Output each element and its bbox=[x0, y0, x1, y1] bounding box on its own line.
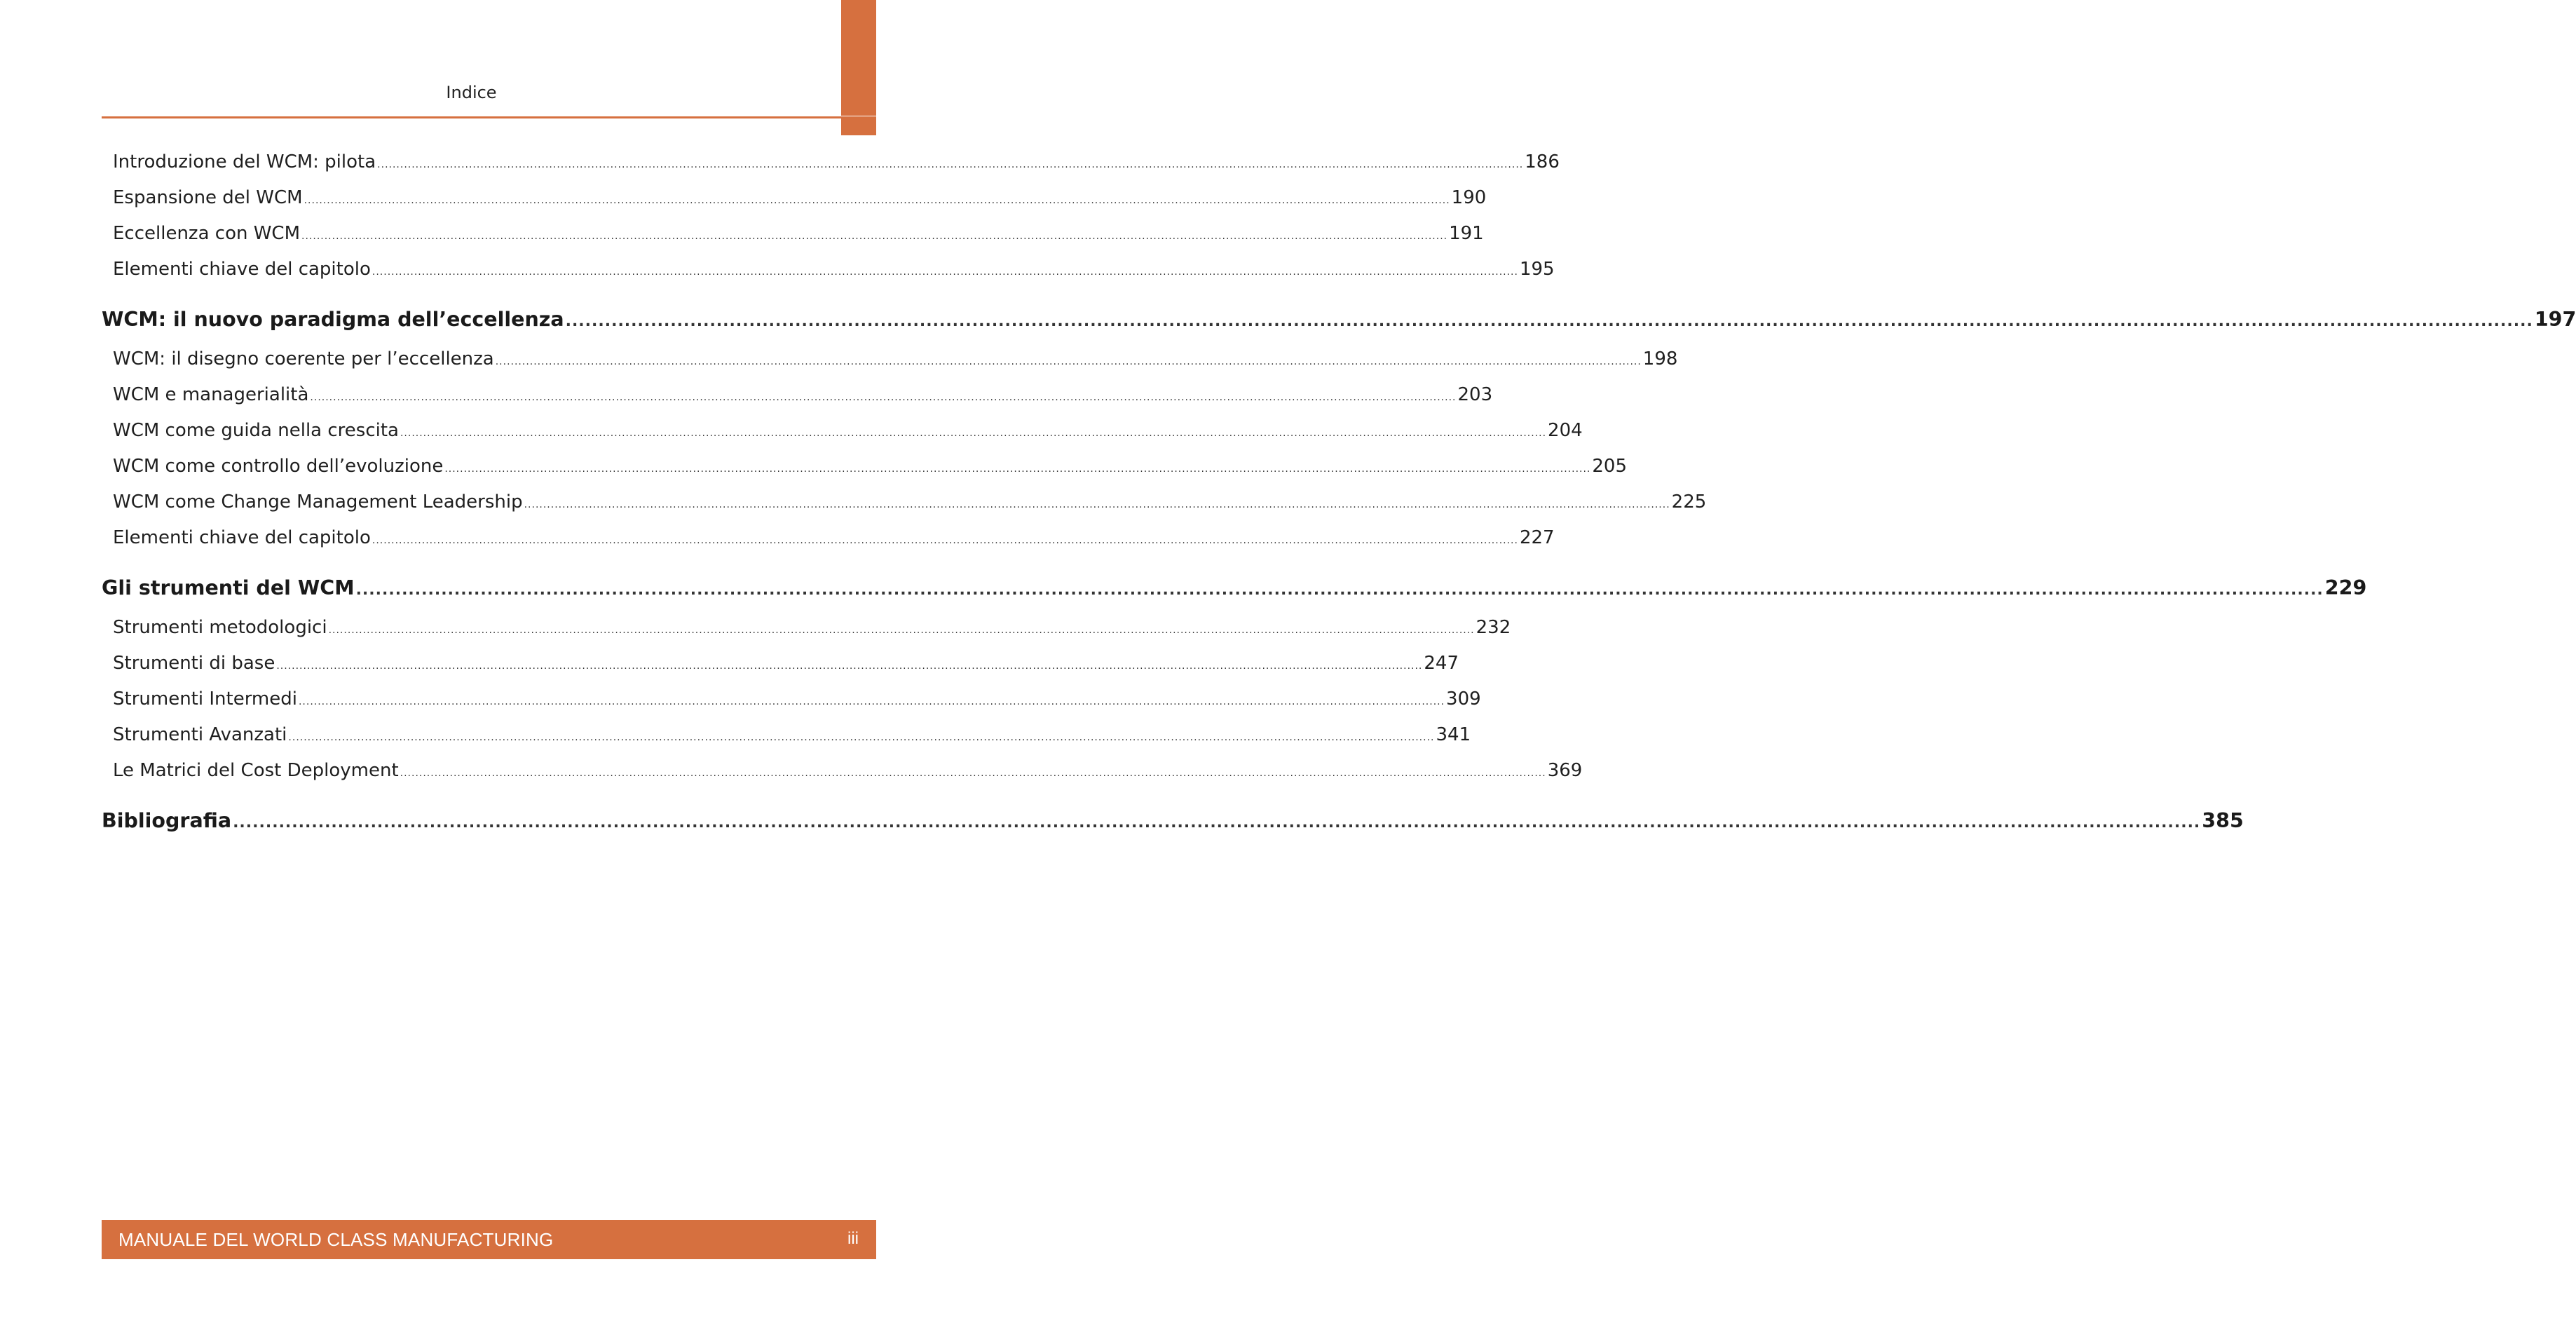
toc-entry-page: 195 bbox=[1519, 259, 1555, 280]
dot-leader: ............................................................................................................................................................................................................................................................................................................ bbox=[328, 625, 1475, 636]
toc-entry-page: 191 bbox=[1449, 223, 1484, 244]
toc-entry-title: Introduzione del WCM: pilota bbox=[113, 151, 376, 172]
toc-entry[interactable] bbox=[102, 522, 1555, 557]
dot-leader: ............................................................................................................................................................................................................................................................................................................ bbox=[377, 159, 1524, 170]
toc-chapter-title: Gli strumenti del WCM bbox=[102, 576, 355, 599]
table-of-contents bbox=[102, 146, 2576, 844]
header-rule bbox=[102, 116, 876, 118]
toc-entry-page: 204 bbox=[1548, 420, 1583, 441]
page-number: iii bbox=[847, 1229, 859, 1248]
toc-entry-page: 205 bbox=[1592, 456, 1628, 477]
toc-entry-title: Elementi chiave del capitolo bbox=[113, 527, 371, 548]
dot-leader: ............................................................................................................................................................................................................................................................................................................ bbox=[304, 195, 1450, 206]
dot-leader: ............................................................................................................................................................................................................................................................................................................ bbox=[288, 732, 1435, 743]
toc-entry-title: Strumenti di base bbox=[113, 653, 275, 674]
dot-leader: ............................................................................................................................................................................................................................................................................................................ bbox=[524, 499, 1670, 510]
toc-chapter-entry[interactable] bbox=[102, 571, 2367, 607]
toc-entry[interactable] bbox=[102, 146, 1560, 182]
toc-entry-page: 369 bbox=[1547, 760, 1583, 781]
page-title: Indice bbox=[446, 83, 497, 102]
toc-entry-page: 203 bbox=[1457, 384, 1493, 405]
toc-chapter-page: 197 bbox=[2534, 308, 2576, 331]
toc-chapter-entry[interactable] bbox=[102, 303, 2576, 339]
toc-entry-page: 198 bbox=[1642, 348, 1678, 369]
toc-entry[interactable] bbox=[102, 182, 1487, 217]
toc-entry[interactable] bbox=[102, 486, 1707, 522]
toc-entry-title: Elementi chiave del capitolo bbox=[113, 259, 371, 280]
toc-chapter-page: 229 bbox=[2324, 576, 2367, 599]
toc-entry[interactable] bbox=[102, 719, 1471, 754]
toc-entry-page: 186 bbox=[1525, 151, 1560, 172]
toc-entry-page: 341 bbox=[1436, 724, 1471, 745]
toc-entry[interactable] bbox=[102, 754, 1583, 790]
toc-chapter-page: 385 bbox=[2202, 809, 2244, 832]
toc-entry-page: 309 bbox=[1446, 688, 1481, 710]
dot-leader: ............................................................................................................................................................................................................................................................................................................ bbox=[400, 768, 1546, 779]
footer-bar bbox=[102, 1220, 876, 1259]
toc-entry-page: 225 bbox=[1671, 491, 1707, 513]
toc-entry-title: WCM come guida nella crescita bbox=[113, 420, 399, 441]
toc-entry-page: 227 bbox=[1519, 527, 1555, 548]
dot-leader: ............................................................................................................................................................................................................................................................................................................ bbox=[355, 581, 2324, 599]
toc-entry-title: WCM e managerialità bbox=[113, 384, 309, 405]
toc-entry[interactable] bbox=[102, 414, 1583, 450]
toc-chapter-title: Bibliografia bbox=[102, 809, 232, 832]
dot-leader: ............................................................................................................................................................................................................................................................................................................ bbox=[372, 266, 1518, 278]
toc-entry-title: Strumenti metodologici bbox=[113, 617, 327, 638]
toc-entry-title: WCM: il disegno coerente per l’eccellenza bbox=[113, 348, 494, 369]
toc-entry-title: WCM come Change Management Leadership bbox=[113, 491, 523, 513]
toc-entry-title: Strumenti Intermedi bbox=[113, 688, 297, 710]
toc-entry[interactable] bbox=[102, 611, 1511, 647]
dot-leader: ............................................................................................................................................................................................................................................................................................................ bbox=[372, 535, 1518, 546]
toc-chapter-title: WCM: il nuovo paradigma dell’eccellenza bbox=[102, 308, 564, 331]
toc-chapter-entry[interactable] bbox=[102, 804, 2244, 840]
toc-entry-page: 247 bbox=[1424, 653, 1459, 674]
dot-leader: ............................................................................................................................................................................................................................................................................................................ bbox=[301, 231, 1448, 242]
dot-leader: ............................................................................................................................................................................................................................................................................................................ bbox=[233, 814, 2201, 832]
dot-leader: ............................................................................................................................................................................................................................................................................................................ bbox=[276, 660, 1423, 672]
toc-entry-title: Le Matrici del Cost Deployment bbox=[113, 760, 399, 781]
dot-leader: ............................................................................................................................................................................................................................................................................................................ bbox=[495, 356, 1642, 367]
toc-entry-title: Espansione del WCM bbox=[113, 187, 303, 208]
toc-entry[interactable] bbox=[102, 343, 1678, 379]
toc-entry-title: Eccellenza con WCM bbox=[113, 223, 301, 244]
dot-leader: ............................................................................................................................................................................................................................................................................................................ bbox=[444, 463, 1591, 475]
toc-entry-title: WCM come controllo dell’evoluzione bbox=[113, 456, 444, 477]
toc-entry-title: Strumenti Avanzati bbox=[113, 724, 287, 745]
toc-entry[interactable] bbox=[102, 683, 1481, 719]
book-title: MANUALE DEL WORLD CLASS MANUFACTURING bbox=[118, 1229, 554, 1250]
toc-entry-page: 232 bbox=[1476, 617, 1511, 638]
toc-entry[interactable] bbox=[102, 450, 1628, 486]
dot-leader: ............................................................................................................................................................................................................................................................................................................ bbox=[565, 313, 2533, 330]
toc-entry[interactable] bbox=[102, 253, 1555, 289]
toc-entry[interactable] bbox=[102, 379, 1493, 414]
toc-entry[interactable] bbox=[102, 647, 1459, 683]
toc-entry[interactable] bbox=[102, 217, 1484, 253]
dot-leader: ............................................................................................................................................................................................................................................................................................................ bbox=[298, 696, 1445, 707]
dot-leader: ............................................................................................................................................................................................................................................................................................................ bbox=[400, 428, 1547, 439]
toc-entry-page: 190 bbox=[1451, 187, 1487, 208]
dot-leader: ............................................................................................................................................................................................................................................................................................................ bbox=[310, 392, 1457, 403]
